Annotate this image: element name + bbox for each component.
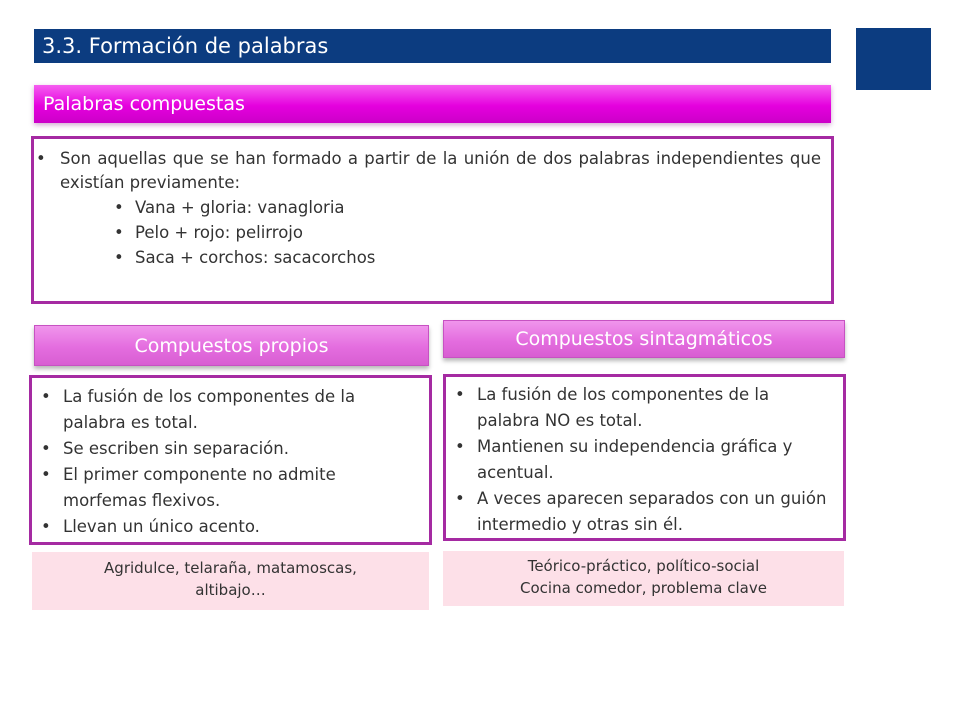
propios-example-line: Agridulce, telaraña, matamoscas, bbox=[104, 559, 357, 577]
slide-title: 3.3. Formación de palabras bbox=[34, 29, 831, 63]
sintagmaticos-bullet: • La fusión de los componentes de la palabra NO es total. bbox=[446, 382, 833, 434]
propios-box bbox=[29, 375, 432, 545]
example-item: • Saca + corchos: sacacorchos bbox=[114, 245, 821, 270]
sintagmaticos-example-line: Cocina comedor, problema clave bbox=[520, 579, 767, 597]
propios-header: Compuestos propios bbox=[34, 325, 429, 366]
propios-bullet: • Llevan un único acento. bbox=[32, 514, 419, 540]
propios-examples bbox=[32, 552, 429, 610]
definition-box bbox=[31, 136, 834, 304]
propios-bullet: • La fusión de los componentes de la palabra es total. bbox=[32, 384, 419, 436]
section-subtitle: Palabras compuestas bbox=[34, 85, 831, 123]
sintagmaticos-bullet: • Mantienen su independencia gráfica y acentual. bbox=[446, 434, 833, 486]
example-item: • Pelo + rojo: pelirrojo bbox=[114, 220, 821, 245]
example-item: • Vana + gloria: vanagloria bbox=[114, 195, 821, 220]
sintagmaticos-header: Compuestos sintagmáticos bbox=[443, 320, 845, 358]
sintagmaticos-box bbox=[443, 374, 846, 541]
definition-text: Son aquellas que se han formado a partir de la unión de dos palabras independientes que existían previamente: bbox=[60, 149, 821, 192]
sintagmaticos-bullet: • A veces aparecen separados con un guión intermedio y otras sin él. bbox=[446, 486, 833, 538]
definition-bullet bbox=[34, 147, 821, 270]
corner-decoration bbox=[856, 28, 931, 90]
propios-example-line: altibajo… bbox=[195, 581, 266, 599]
propios-bullet: • El primer componente no admite morfemas flexivos. bbox=[32, 462, 419, 514]
sintagmaticos-examples bbox=[443, 551, 844, 606]
propios-bullet: • Se escriben sin separación. bbox=[32, 436, 419, 462]
sintagmaticos-example-line: Teórico-práctico, político-social bbox=[527, 557, 760, 575]
